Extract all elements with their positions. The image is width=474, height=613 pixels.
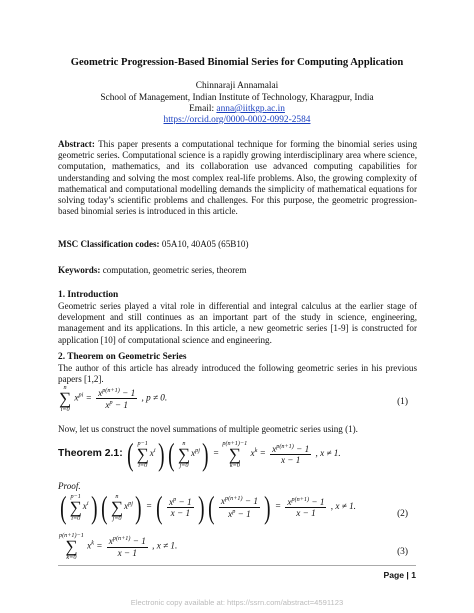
msc-codes	[58, 239, 417, 250]
section-2-text: The author of this article has already introduced the following geometric series in his previous papers [1,2].	[58, 363, 417, 385]
ssrn-watermark: Electronic copy available at: https://ssrn.com/abstract=4591123	[130, 598, 344, 607]
msc-label: MSC Classification codes:	[58, 239, 160, 249]
msc-text: 05A10, 40A05 (65B10)	[161, 239, 249, 249]
author-name: Chinnaraji Annamalai	[195, 81, 279, 91]
keywords-label: Keywords:	[58, 265, 101, 275]
author-affiliation: School of Management, Indian Institute of Technology, Kharagpur, India	[100, 93, 374, 103]
abstract	[58, 139, 417, 217]
equation-2-number: (2)	[397, 509, 408, 519]
section-2-heading: 2. Theorem on Geometric Series	[58, 352, 187, 362]
equation-1-number: (1)	[397, 397, 408, 407]
section-2-text-2: Now, let us construct the novel summations of multiple geometric series using (1).	[58, 424, 358, 434]
page-number: Page | 1	[383, 570, 416, 580]
equation-1-condition: , p ≠ 0.	[141, 392, 168, 403]
paper-title: Geometric Progression-Based Binomial Series for Computing Application	[70, 57, 404, 68]
theorem-label: Theorem 2.1:	[58, 448, 123, 460]
keywords	[58, 265, 417, 276]
sum-symbol: n ∑ i=0	[59, 384, 72, 413]
orcid-link[interactable]: https://orcid.org/0000-0002-0992-2584	[163, 115, 311, 125]
theorem-2-1: Theorem 2.1: ( p−1 ∑ i=0 $x^i$) ( n ∑ j=0 $x^{pj}$) = p(n+1)−1 ∑ k=0 $x^k$ = $\frac{x^{p(n+1)} - 1}{x - 1}$ , x ≠ 1.	[58, 436, 341, 472]
proof-label: Proof.	[58, 481, 81, 491]
equation-3-condition: , x ≠ 1.	[152, 540, 178, 551]
equation-2: ( p−1 ∑ i=0 $x^i$) ( n ∑ j=0 $x^{pj}$) = ( $\frac{x^p - 1}{x - 1}$ ) ( $\frac{x^{p(n+1)} - 1}{x^p - 1}$ ) = $\frac{x^{p(n+1)} - 1}{x - 1}$ , x ≠ 1.	[60, 489, 356, 525]
footer-divider	[58, 565, 416, 566]
abstract-text: This paper presents a computational technique for forming the binomial series using geometric series. Computational science is a rapidly growing interdisciplinary area where science, computation, mathematics, and its collaboration use advanced computing capabilities for understanding and solving the most complex real-life problems. Also, the growing complexity of mathematical and computational modelling demands the simplicity of mathematical equations for solving today’s scientific problems and challenges. For this purpose, the geometric progression-based binomial series is introduced in this article.	[58, 139, 417, 217]
author-email-line	[30, 104, 444, 115]
keywords-text: computation, geometric series, theorem	[102, 265, 247, 275]
equation-3: p(n+1)−1 ∑ k=0 $x^k$ = $\frac{x^{p(n+1)} - 1}{x - 1}$ , x ≠ 1.	[59, 532, 178, 561]
email-link[interactable]: anna@iitkgp.ac.in	[216, 104, 285, 114]
equation-1: n ∑ i=0 $x^{pi}$ = $\frac{x^{p(n+1)} - 1}{x^p - 1}$ , p ≠ 0.	[59, 384, 168, 413]
author-orcid-line	[30, 115, 444, 126]
equation-3-number: (3)	[397, 547, 408, 557]
theorem-condition: , x ≠ 1.	[315, 448, 341, 459]
equation-2-condition: , x ≠ 1.	[330, 501, 356, 512]
email-label: Email:	[189, 104, 215, 114]
fraction: $\frac{x^{p(n+1)} - 1}{x^p - 1}$	[98, 386, 136, 411]
section-1-heading: 1. Introduction	[58, 290, 119, 300]
abstract-label: Abstract:	[58, 139, 95, 149]
section-1-text: Geometric series played a vital role in differential and integral calculus at the earlier stage of development and still continues as an important part of the study in science, engineering, management and its applications. In this article, a new geometric series [1-9] is constructed for application [10] of computational science and engineering.	[58, 301, 417, 345]
